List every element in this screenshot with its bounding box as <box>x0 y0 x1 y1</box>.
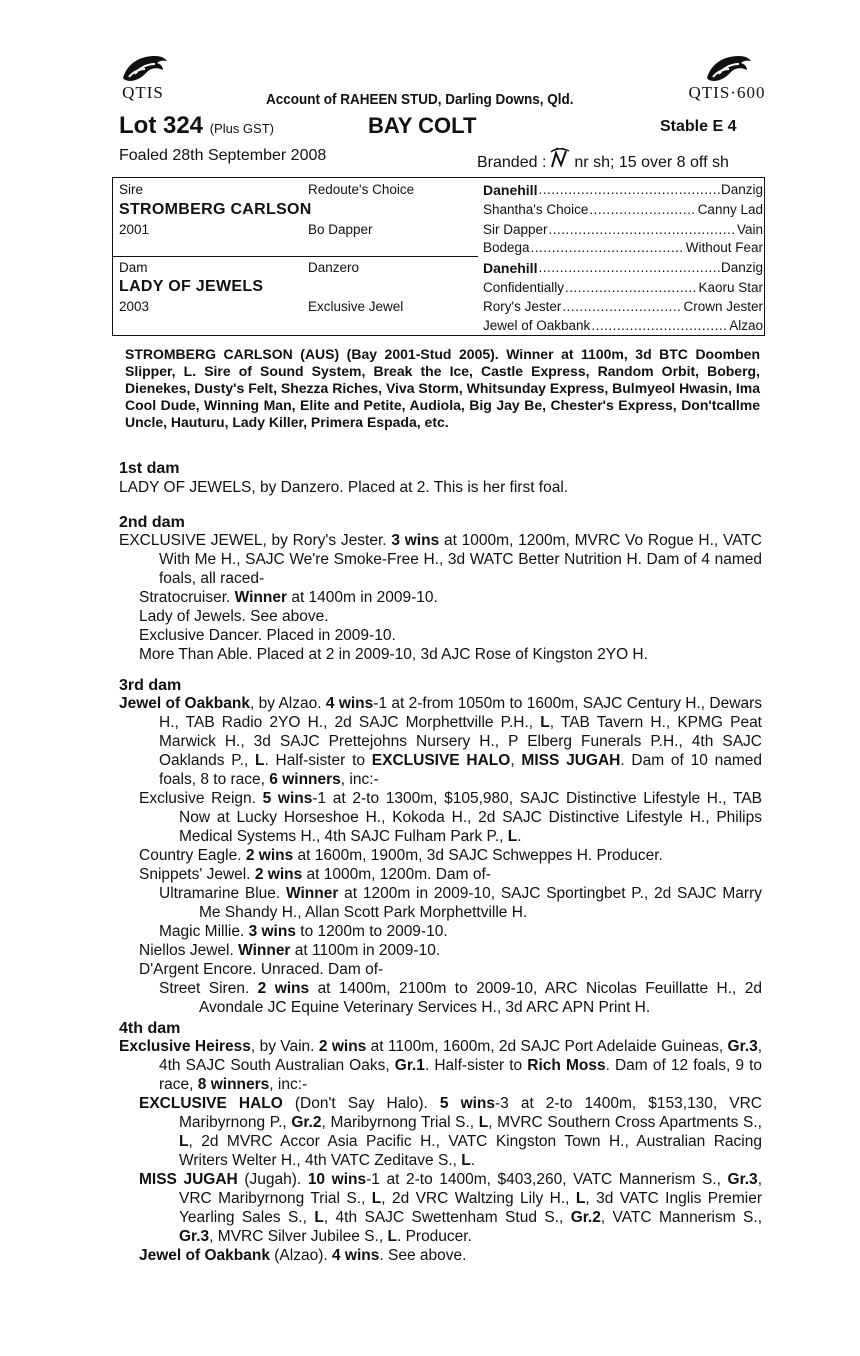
progeny-item: Lady of Jewels. See above. <box>139 608 329 625</box>
dam-name: Jewel of Oakbank <box>119 695 250 712</box>
first-dam-heading: 1st dam <box>119 460 180 477</box>
lot-gst-note: (Plus GST) <box>209 121 274 136</box>
text: . <box>517 828 522 845</box>
progeny-item <box>119 979 762 1017</box>
g3-sire: Vain <box>736 222 763 237</box>
text: , 3d VATC Inglis Premier Yearling Sales S., <box>179 1190 763 1226</box>
wins: 2 wins <box>245 847 294 864</box>
wins: 3 wins <box>248 923 296 940</box>
text: . Half-sister to <box>424 1057 523 1074</box>
lot-number <box>119 112 274 140</box>
progeny-item <box>119 1170 762 1246</box>
sex-colour: BAY COLT <box>368 113 477 138</box>
listed: L <box>371 1190 382 1207</box>
listed: L <box>507 828 518 845</box>
listed: L <box>314 1209 324 1226</box>
text: Snippets' Jewel. <box>139 866 251 883</box>
sire-year: 2001 <box>119 222 150 237</box>
progeny-name: EXCLUSIVE HALO <box>139 1095 283 1112</box>
branded-label: Branded : <box>477 154 547 171</box>
progeny-item <box>119 846 762 865</box>
dam-name: LADY OF JEWELS <box>119 278 264 295</box>
group-race: Gr.2 <box>570 1209 601 1226</box>
brand-mark-icon <box>549 147 571 174</box>
wins: 5 wins <box>262 790 313 807</box>
dam-dam: Exclusive Jewel <box>308 299 404 314</box>
text: , 2d MVRC Accor Asia Pacific H., VATC Kingston Town H., Australian Racing Writers Welter H., 4th VATC Zeditave S., <box>179 1133 762 1169</box>
wins: 2 wins <box>318 1038 367 1055</box>
g3-name: Bodega <box>483 240 530 255</box>
text: Street Siren. <box>159 980 250 997</box>
text: Ultramarine Blue. <box>159 885 281 902</box>
second-dam-summary <box>119 531 762 588</box>
text: -1 at 2-to 1400m, $403,260, VATC Mannerism S., <box>366 1171 721 1188</box>
pedigree-g3-row <box>483 182 763 198</box>
text: (Don't Say Halo). <box>294 1095 428 1112</box>
group-race: Gr.3 <box>727 1038 758 1055</box>
text: , 2d VRC Waltzing Lily H., <box>381 1190 570 1207</box>
text: . See above. <box>379 1247 467 1264</box>
text: -1 at 2-to 1300m, $105,980, SAJC Distinctive Lifestyle H., TAB Now at Lucky Horseshoe H., Kokoda H., 2d SAJC Distinctive Lifestyle H., Philips Medical Systems H., 4th SAJC Fulham Park P., <box>179 790 762 845</box>
text: , MVRC Silver Jubilee S., <box>209 1228 384 1245</box>
foaled-date: Foaled 28th September 2008 <box>119 147 327 164</box>
pedigree-g3-row <box>483 299 763 315</box>
text: . Producer. <box>396 1228 472 1245</box>
text: at 1400m, 2100m to 2009-10, ARC Nicolas Feuillatte H., 2d Avondale JC Equine Veterinary Services H., 3d ARC APN Print H. <box>199 980 762 1016</box>
branded-detail: nr sh; 15 over 8 off sh <box>574 154 729 171</box>
third-dam-summary <box>119 694 762 789</box>
text: at 1100m in 2009-10. <box>294 942 441 959</box>
text: (Jugah). <box>244 1171 302 1188</box>
wins: 4 wins <box>331 1247 380 1264</box>
g3-sire: Canny Lad <box>697 202 763 217</box>
g3-name: Danehill <box>483 260 538 276</box>
g3-sire: Kaoru Star <box>698 280 763 295</box>
listed: L <box>540 714 550 731</box>
text: , by Vain. <box>250 1038 315 1055</box>
sire-name: STROMBERG CARLSON <box>119 201 312 218</box>
winners: 6 winners <box>269 771 341 788</box>
text: , <box>510 752 515 769</box>
listed: L <box>179 1133 189 1150</box>
dam-sire: Danzero <box>308 260 360 275</box>
second-dam-heading: 2nd dam <box>119 514 185 531</box>
text: Stratocruiser. <box>139 589 231 606</box>
first-dam-text: LADY OF JEWELS, by Danzero. Placed at 2. This is her first foal. <box>119 479 569 496</box>
text: (Alzao). <box>274 1247 328 1264</box>
dam-name: Exclusive Heiress <box>119 1038 251 1055</box>
fourth-dam-heading: 4th dam <box>119 1020 181 1037</box>
progeny-name: MISS JUGAH <box>139 1171 238 1188</box>
text: , VATC Mannerism S., <box>600 1209 762 1226</box>
listed: L <box>478 1114 489 1131</box>
text: , inc:- <box>269 1076 308 1093</box>
progeny-item <box>119 1094 762 1170</box>
fourth-dam-summary <box>119 1037 762 1094</box>
text: EXCLUSIVE JEWEL, by Rory's Jester. <box>119 532 387 549</box>
text: Magic Millie. <box>159 923 245 940</box>
listed: L <box>461 1152 471 1169</box>
group-race: Gr.3 <box>727 1171 758 1188</box>
progeny-item: D'Argent Encore. Unraced. Dam of- <box>139 961 384 978</box>
sire-dam-divider <box>113 256 478 257</box>
g3-name: Rory's Jester <box>483 299 562 314</box>
qtis-logo <box>114 50 172 103</box>
half-sister: EXCLUSIVE HALO <box>371 752 511 769</box>
text: at 1200m in 2009-10, SAJC Sportingbet P., 2d SAJC Marry Me Shandy H., Allan Scott Park Morphettville H. <box>199 885 763 921</box>
second-dam-body <box>119 531 762 664</box>
text: , TAB Tavern H., KPMG Peat Marwick H., 3d SAJC Prettejohns Nursery H., P Elberg Funerals P.H., 4th SAJC Oaklands P., <box>159 714 762 769</box>
pedigree-g3-row <box>483 260 763 276</box>
group-race: Gr.3 <box>179 1228 210 1245</box>
text: , 4th SAJC Swettenham Stud S., <box>323 1209 564 1226</box>
text: Niellos Jewel. <box>139 942 234 959</box>
g3-name: Shantha's Choice <box>483 202 589 217</box>
pedigree-table <box>112 177 765 336</box>
text: , inc:- <box>340 771 379 788</box>
group-race: Gr.2 <box>291 1114 322 1131</box>
wins: 10 wins <box>307 1171 367 1188</box>
progeny-name: Jewel of Oakbank <box>139 1247 270 1264</box>
stable-location: Stable E 4 <box>660 118 737 135</box>
text: , 4th SAJC South Australian Oaks, <box>159 1038 763 1074</box>
fourth-dam-body <box>119 1037 762 1265</box>
group-race: Gr.1 <box>394 1057 425 1074</box>
g3-sire: Danzig <box>720 182 763 197</box>
wins: 3 wins <box>391 532 440 549</box>
g3-sire: Crown Jester <box>683 299 763 314</box>
progeny-item <box>119 1246 762 1265</box>
half-sister: MISS JUGAH <box>521 752 621 769</box>
progeny-item <box>119 922 762 941</box>
text: , VRC Maribyrnong Trial S., <box>179 1171 762 1207</box>
qtis-600-logo-text: QTIS·600 <box>688 83 766 102</box>
wins: Winner <box>234 589 288 606</box>
vendor-account: Account of RAHEEN STUD, Darling Downs, Qld. <box>266 91 574 108</box>
sire-dam: Bo Dapper <box>308 222 373 237</box>
text: at 1400m in 2009-10. <box>291 589 438 606</box>
progeny-item <box>119 941 762 960</box>
pedigree-g3-row <box>483 318 763 334</box>
text: , by Alzao. <box>249 695 322 712</box>
sire-label: Sire <box>119 182 144 197</box>
qtis-600-logo <box>686 50 768 103</box>
pedigree-g3-row <box>483 202 763 218</box>
wins: 2 wins <box>257 980 310 997</box>
winners: 8 winners <box>197 1076 270 1093</box>
first-dam-body <box>119 478 762 497</box>
text: . Dam of 10 named foals, 8 to race, <box>159 752 763 788</box>
text: . <box>470 1152 476 1169</box>
pedigree-g3-row <box>483 240 763 256</box>
g3-name: Sir Dapper <box>483 222 548 237</box>
text: -1 at 2-from 1050m to 1600m, SAJC Century H., Dewars H., TAB Radio 2YO H., 2d SAJC Morphettville P.H., <box>159 695 762 731</box>
lot-label: Lot 324 <box>119 112 204 139</box>
wins: 2 wins <box>254 866 303 883</box>
text: at 1100m, 1600m, 2d SAJC Port Adelaide Guineas, <box>370 1038 724 1055</box>
half-brother: Rich Moss <box>527 1057 606 1074</box>
sire-sire: Redoute's Choice <box>308 182 415 197</box>
listed: L <box>387 1228 397 1245</box>
text: , MVRC Southern Cross Apartments S., <box>488 1114 762 1131</box>
text: . Half-sister to <box>264 752 365 769</box>
text: at 1000m, 1200m. Dam of- <box>306 866 491 883</box>
wins: 5 wins <box>439 1095 496 1112</box>
wins: Winner <box>238 942 291 959</box>
text: . Dam of 12 foals, 9 to race, <box>159 1057 763 1093</box>
third-dam-heading: 3rd dam <box>119 677 182 694</box>
dam-year: 2003 <box>119 299 150 314</box>
listed: L <box>255 752 265 769</box>
g3-name: Jewel of Oakbank <box>483 318 591 333</box>
sire-summary: STROMBERG CARLSON (AUS) (Bay 2001-Stud 2005). Winner at 1100m, 3d BTC Doomben Slipper, L. Sire of Sound System, Break the Ice, Castle Express, Random Orbit, Boberg, Dienekes, Dusty's Felt, Shezza Riches, Viva Storm, Whitsunday Express, Bulmyeol Hwasin, Ima Cool Dude, Winning Man, Elite and Petite, Audiola, Big Jay Be, Chester's Express, Don'tcallme Uncle, Hauturu, Lady Killer, Primera Espada, etc. <box>125 346 760 430</box>
branding <box>477 147 729 174</box>
pedigree-g3-row <box>483 222 763 238</box>
g3-sire: Alzao <box>729 318 763 333</box>
dam-label: Dam <box>119 260 148 275</box>
listed: L <box>575 1190 586 1207</box>
text: at 1000m, 1200m, MVRC Vo Rogue H., VATC With Me H., SAJC We're Smoke-Free H., 3d WATC Better Nutrition H. Dam of 4 named foals, all raced- <box>159 532 762 587</box>
g3-name: Danehill <box>483 182 538 198</box>
third-dam-body <box>119 694 762 1017</box>
g3-name: Confidentially <box>483 280 565 295</box>
progeny-item: More Than Able. Placed at 2 in 2009-10, 3d AJC Rose of Kingston 2YO H. <box>139 646 648 663</box>
progeny-item <box>119 588 762 607</box>
g3-sire: Danzig <box>720 260 763 275</box>
text: to 1200m to 2009-10. <box>300 923 448 940</box>
text: at 1600m, 1900m, 3d SAJC Schweppes H. Producer. <box>297 847 663 864</box>
pedigree-g3-row <box>483 280 763 296</box>
progeny-item <box>119 789 762 846</box>
wins: 4 wins <box>325 695 374 712</box>
text: Exclusive Reign. <box>139 790 256 807</box>
wins: Winner <box>286 885 339 902</box>
text: Country Eagle. <box>139 847 242 864</box>
qtis-horse-logo-icon <box>701 50 753 84</box>
progeny-item <box>119 865 762 884</box>
progeny-item: Exclusive Dancer. Placed in 2009-10. <box>139 627 396 644</box>
text: -3 at 2-to 1400m, $153,130, VRC Maribyrnong P., <box>179 1095 762 1131</box>
qtis-horse-logo-icon <box>117 50 169 84</box>
text: , Maribyrnong Trial S., <box>321 1114 475 1131</box>
g3-sire: Without Fear <box>685 240 763 255</box>
qtis-logo-text: QTIS <box>122 83 164 102</box>
progeny-item <box>119 884 762 922</box>
